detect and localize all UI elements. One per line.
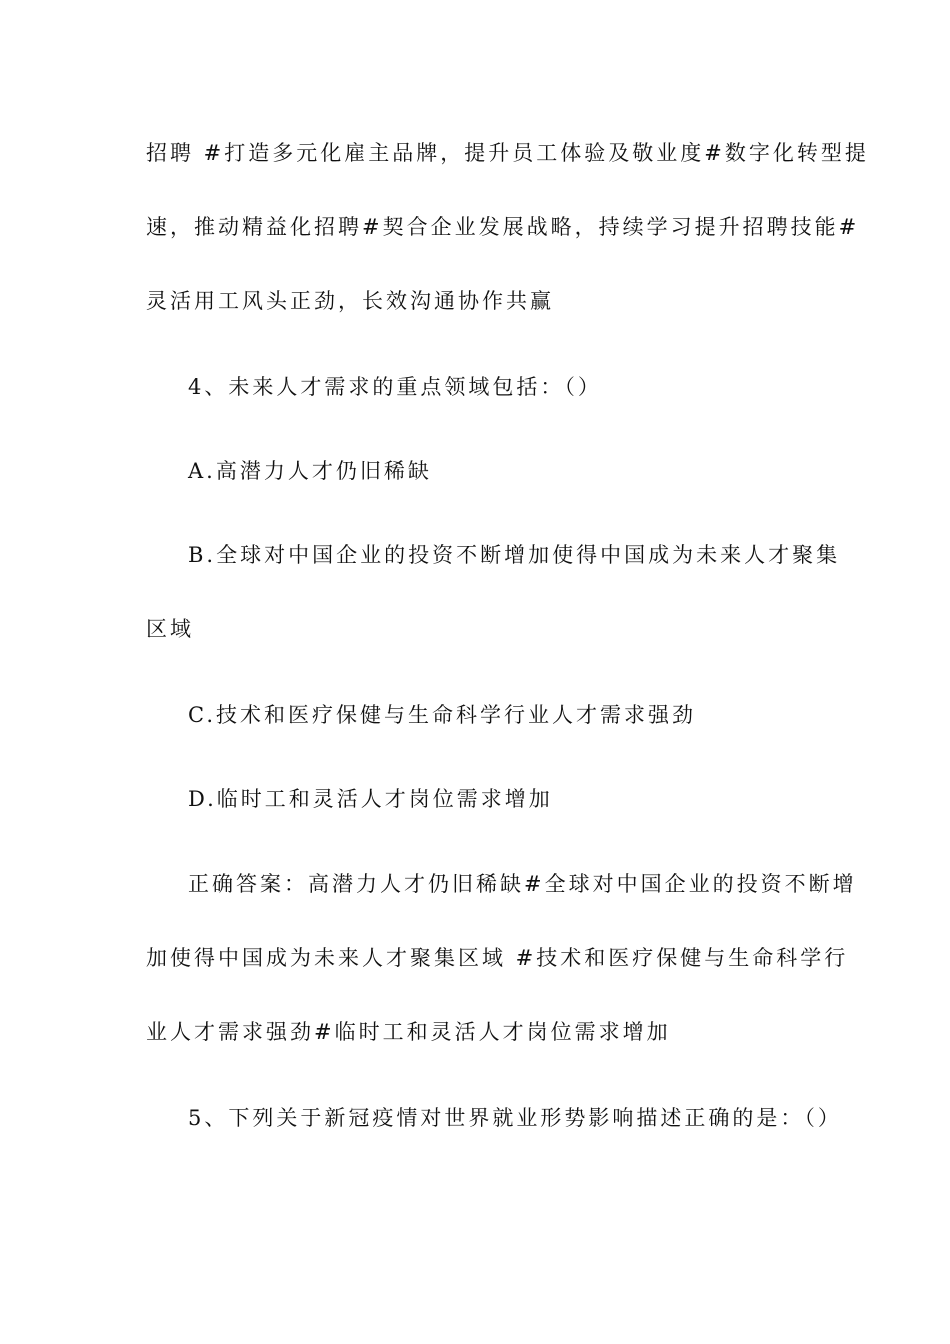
answer-text-line: 速，推动精益化招聘#契合企业发展战略，持续学习提升招聘技能# <box>146 215 860 239</box>
correct-answer: 正确答案：高潜力人才仍旧稀缺#全球对中国企业的投资不断增 <box>188 872 857 896</box>
question-5: 5、下列关于新冠疫情对世界就业形势影响描述正确的是：（） <box>188 1106 842 1130</box>
correct-answer-continued: 业人才需求强劲#临时工和灵活人才岗位需求增加 <box>146 1020 671 1044</box>
correct-answer-continued: 加使得中国成为未来人才聚集区域 #技术和医疗保健与生命科学行 <box>146 946 849 970</box>
question-4: 4、未来人才需求的重点领域包括：（） <box>188 375 602 399</box>
answer-text-line: 招聘 #打造多元化雇主品牌，提升员工体验及敬业度#数字化转型提 <box>146 141 869 165</box>
option-d: D.临时工和灵活人才岗位需求增加 <box>188 787 553 811</box>
option-b: B.全球对中国企业的投资不断增加使得中国成为未来人才聚集 <box>188 543 841 567</box>
option-c: C.技术和医疗保健与生命科学行业人才需求强劲 <box>188 703 696 727</box>
option-b-continued: 区域 <box>146 617 194 641</box>
option-a: A.高潜力人才仍旧稀缺 <box>188 459 432 483</box>
answer-text-line: 灵活用工风头正劲，长效沟通协作共赢 <box>146 289 554 313</box>
